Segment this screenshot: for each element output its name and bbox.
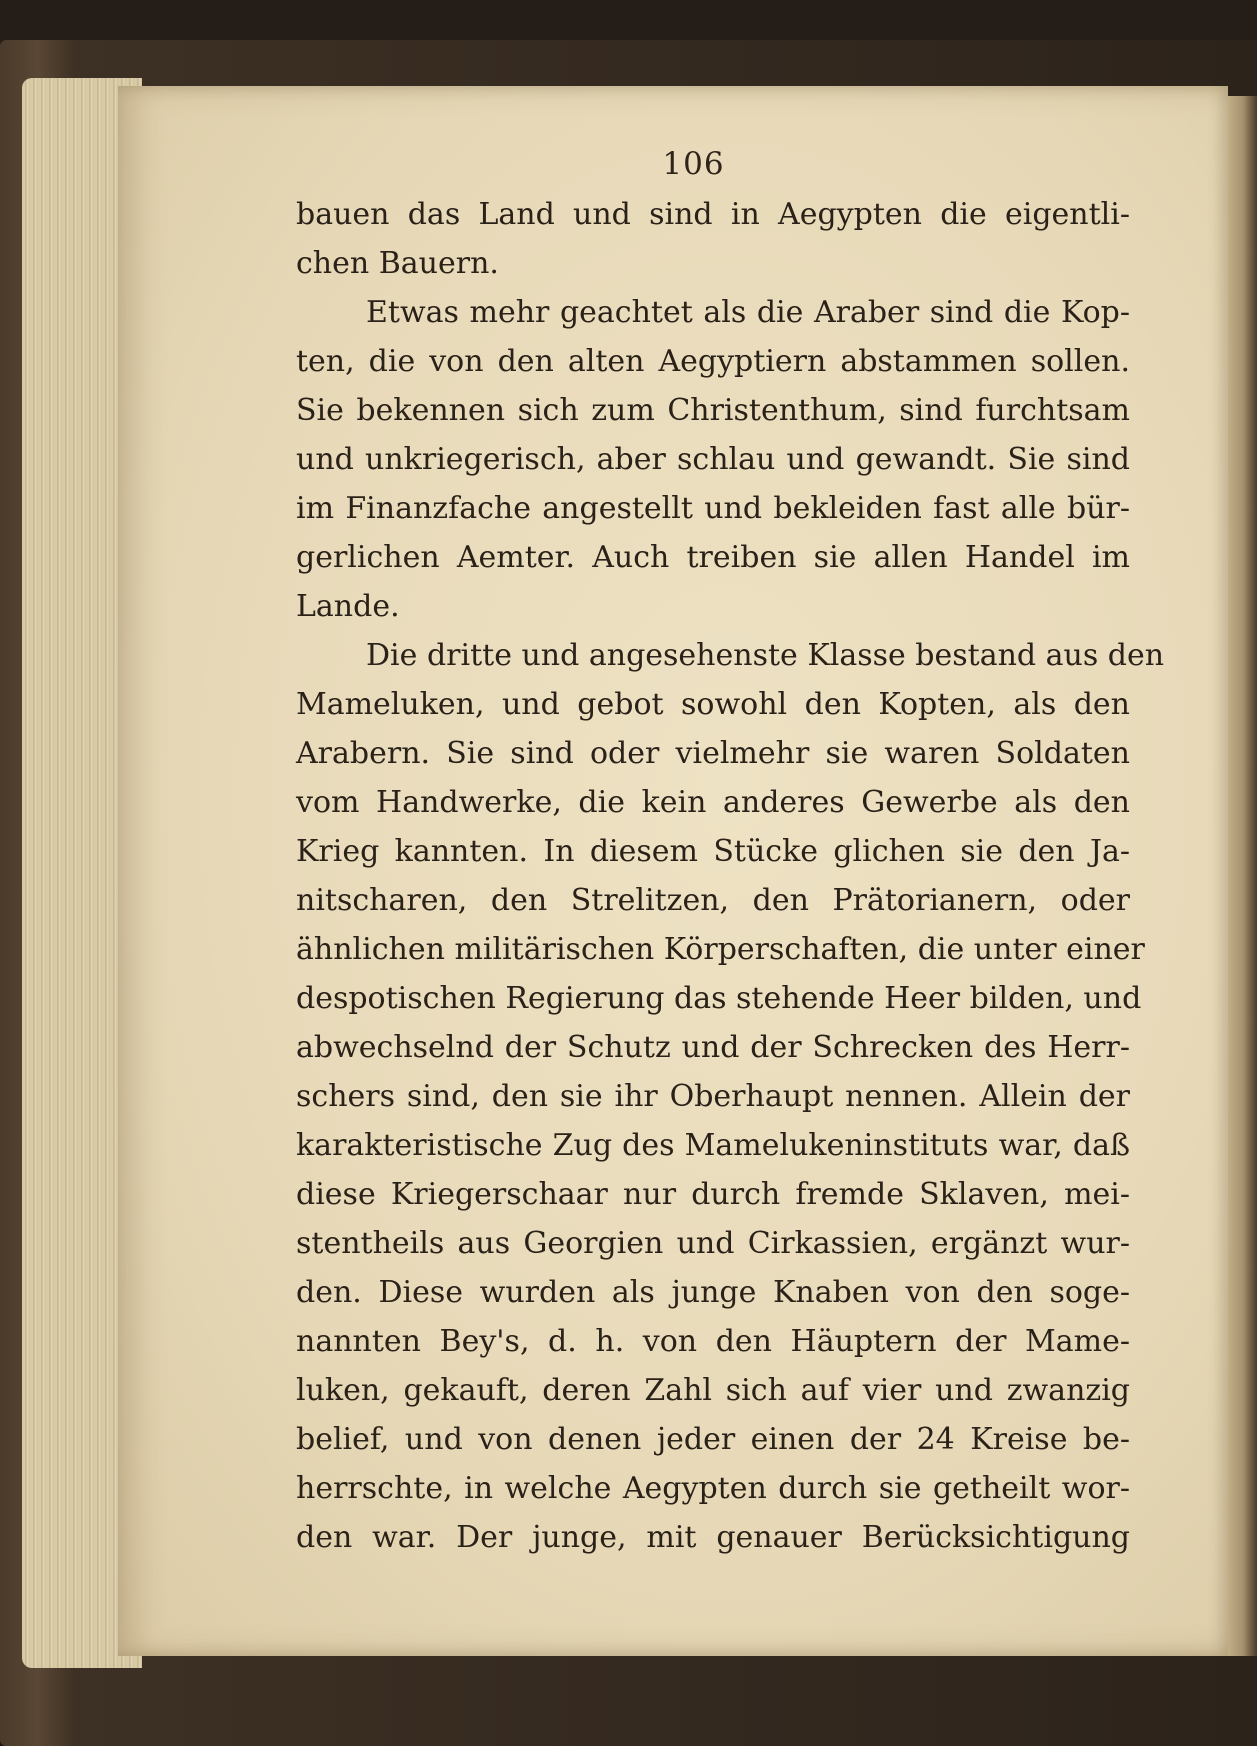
- text-line: nannten Bey's, d. h. von den Häuptern der Mame-: [296, 1324, 1130, 1359]
- text-line: Etwas mehr geachtet als die Araber sind die Kop-: [366, 295, 1130, 330]
- text-line: karakteristische Zug des Mamelukeninstituts war, daß: [296, 1128, 1130, 1163]
- text-line: ten, die von den alten Aegyptiern abstammen sollen.: [296, 344, 1130, 379]
- text-line: Mameluken, und gebot sowohl den Kopten, als den: [296, 687, 1130, 722]
- text-line: nitscharen, den Strelitzen, den Prätorianern, oder: [296, 883, 1130, 918]
- text-line: den war. Der junge, mit genauer Berücksichtigung: [296, 1520, 1130, 1555]
- text-line: herrschte, in welche Aegypten durch sie getheilt wor-: [296, 1471, 1130, 1506]
- text-line: stentheils aus Georgien und Cirkassien, ergänzt wur-: [296, 1226, 1130, 1261]
- text-line: abwechselnd der Schutz und der Schrecken des Herr-: [296, 1030, 1130, 1065]
- page-body-text: [296, 190, 1165, 1562]
- text-line: Lande.: [296, 589, 400, 624]
- text-line: bauen das Land und sind in Aegypten die eigentli-: [296, 197, 1130, 232]
- text-line: Krieg kannten. In diesem Stücke glichen sie den Ja-: [296, 834, 1130, 869]
- text-line: schers sind, den sie ihr Oberhaupt nennen. Allein der: [296, 1079, 1130, 1114]
- text-line: chen Bauern.: [296, 246, 499, 281]
- text-line: vom Handwerke, die kein anderes Gewerbe als den: [296, 785, 1130, 820]
- text-line: im Finanzfache angestellt und bekleiden fast alle bür-: [296, 491, 1130, 526]
- text-line: Sie bekennen sich zum Christenthum, sind furchtsam: [296, 393, 1130, 428]
- text-line: gerlichen Aemter. Auch treiben sie allen Handel im: [296, 540, 1130, 575]
- text-line: den. Diese wurden als junge Knaben von den soge-: [296, 1275, 1130, 1310]
- text-line: ähnlichen militärischen Körperschaften, die unter einer: [296, 932, 1145, 967]
- text-line: Die dritte und angesehenste Klasse bestand aus den: [366, 638, 1165, 673]
- text-line: und unkriegerisch, aber schlau und gewandt. Sie sind: [296, 442, 1130, 477]
- text-line: luken, gekauft, deren Zahl sich auf vier und zwanzig: [296, 1373, 1130, 1408]
- text-line: diese Kriegerschaar nur durch fremde Sklaven, mei-: [296, 1177, 1130, 1212]
- text-line: despotischen Regierung das stehende Heer bilden, und: [296, 981, 1142, 1016]
- text-line: belief, und von denen jeder einen der 24 Kreise be-: [296, 1422, 1130, 1457]
- page-number: 106: [662, 146, 725, 182]
- text-line: Arabern. Sie sind oder vielmehr sie waren Soldaten: [296, 736, 1130, 771]
